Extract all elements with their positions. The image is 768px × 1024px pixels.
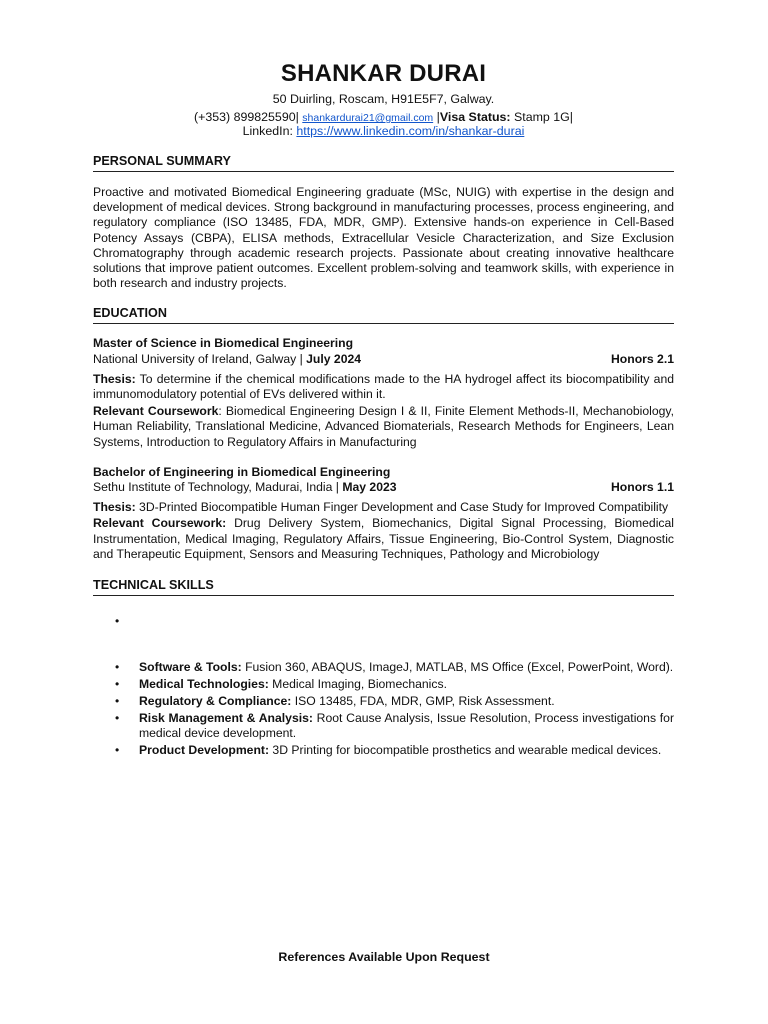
institution-row — [93, 480, 674, 495]
institution-name: Sethu Institute of Technology, Madurai, India | — [93, 480, 343, 495]
address-line: 50 Duirling, Roscam, H91E5F7, Galway. — [272, 92, 495, 106]
degree-title: Bachelor of Engineering in Biomedical Engineering — [93, 464, 391, 479]
education-heading: EDUCATION — [93, 306, 674, 324]
thesis-label: Thesis: — [93, 371, 136, 386]
visa-status-value: Stamp 1G| — [514, 110, 574, 124]
bullet-icon: • — [115, 614, 120, 629]
skill-item-regulatory — [93, 694, 674, 709]
skill-text: ISO 13485, FDA, MDR, GMP, Risk Assessment. — [291, 694, 555, 709]
bullet-icon: • — [115, 677, 120, 692]
skills-list — [93, 614, 674, 629]
skill-text: Root Cause Analysis, Issue Resolution, Process investigations for medical device development. — [139, 711, 674, 741]
coursework-text: Drug Delivery System, Biomechanics, Digital Signal Processing, Biomedical Instrumentation, Medical Imaging, Regulatory Affairs, Tissue Engineering, Bio-Control System, Diagnostic and Therapeutic Equipment, Sensors and Measuring Techniques, Pathology and Microbiology — [93, 516, 675, 561]
education-entry-be — [93, 465, 674, 562]
coursework-paragraph — [93, 404, 674, 450]
visa-status-label: Visa Status: — [439, 110, 511, 124]
candidate-name: SHANKAR DURAI — [280, 60, 487, 87]
references-note: References Available Upon Request — [278, 950, 490, 964]
coursework-label: Relevant Coursework: — [93, 516, 227, 531]
skill-label: Risk Management & Analysis: — [139, 711, 313, 726]
bullet-icon: • — [115, 694, 120, 709]
thesis-text: 3D-Printed Biocompatible Human Finger Development and Case Study for Improved Compatibility — [135, 500, 669, 515]
degree-title: Master of Science in Biomedical Engineering — [93, 336, 354, 351]
skills-section — [93, 578, 674, 758]
skill-text: Medical Imaging, Biomechanics. — [268, 677, 447, 692]
thesis-text: To determine if the chemical modifications made to the HA hydrogel affect its biocompatibility and immunomodulatory potential of EVs delivered within it. — [93, 371, 674, 402]
bullet-icon: • — [115, 743, 120, 758]
coursework-text: : Biomedical Engineering Design I & II, Finite Element Methods-II, Mechanobiology, Human Reliability, Translational Medicine, Advanced Biomaterials, Research Methods for Engineers, Lean Systems, Introduction to Regulatory Affairs in Manufacturing — [93, 404, 675, 449]
contact-line: (+353) 899825590| shankardurai21@gmail.com |Visa Status: Stamp 1G| — [193, 110, 574, 124]
skill-item-medical — [93, 677, 674, 692]
bullet-icon: • — [115, 660, 120, 675]
linkedin-label: LinkedIn: — [242, 124, 293, 138]
skill-item-product — [93, 743, 674, 758]
thesis-paragraph — [93, 500, 674, 515]
institution-info — [93, 480, 397, 495]
email-link[interactable]: shankardurai21@gmail.com — [302, 112, 434, 124]
skill-text: Fusion 360, ABAQUS, ImageJ, MATLAB, MS Office (Excel, PowerPoint, Word). — [241, 660, 674, 675]
coursework-label: Relevant Coursework — [93, 404, 219, 419]
summary-text: Proactive and motivated Biomedical Engineering graduate (MSc, NUIG) with expertise in the design and development of medical devices. Strong background in manufacturing processes, process engineering, and regulatory compliance (ISO 13485, FDA, MDR, GMP). Extensive hands-on experience in Cell-Based Potency Assays (CBPA), ELISA methods, Extracellular Vesicle Characterization, and Size Exclusion Chromatography through academic research projects. Passionate about creating innovative healthcare solutions that improve patient outcomes. Excellent problem-solving and teamwork skills, with experience in both research and industry projects. — [93, 185, 674, 291]
skills-list-items — [93, 660, 674, 758]
education-section — [93, 306, 674, 562]
skill-item-risk — [93, 711, 674, 741]
skill-label: Product Development: — [139, 743, 270, 758]
skill-item-software — [93, 660, 674, 675]
skill-text: 3D Printing for biocompatible prosthetics and wearable medical devices. — [269, 743, 662, 758]
honors-grade: Honors 2.1 — [611, 351, 674, 366]
institution-row — [93, 352, 674, 367]
honors-grade: Honors 1.1 — [611, 480, 674, 495]
resume-page — [93, 58, 674, 760]
summary-section — [93, 154, 674, 291]
linkedin-link[interactable]: https://www.linkedin.com/in/shankar-durai — [296, 124, 525, 138]
graduation-date: July 2024 — [306, 351, 362, 366]
institution-info — [93, 352, 361, 367]
summary-heading: PERSONAL SUMMARY — [93, 154, 674, 172]
bullet-icon: • — [115, 711, 120, 726]
skill-label: Regulatory & Compliance: — [139, 694, 292, 709]
empty-bullet-item — [93, 614, 674, 629]
linkedin-line — [93, 125, 674, 138]
education-entry-msc — [93, 336, 674, 449]
skill-label: Software & Tools: — [139, 660, 242, 675]
phone-number: (+353) 899825590| — [193, 110, 299, 124]
skills-heading: TECHNICAL SKILLS — [93, 578, 674, 596]
thesis-paragraph — [93, 372, 674, 402]
institution-name: National University of Ireland, Galway | — [93, 351, 307, 366]
coursework-paragraph — [93, 516, 674, 562]
graduation-date: May 2023 — [342, 480, 397, 495]
skill-label: Medical Technologies: — [139, 677, 269, 692]
thesis-label: Thesis: — [93, 500, 136, 515]
